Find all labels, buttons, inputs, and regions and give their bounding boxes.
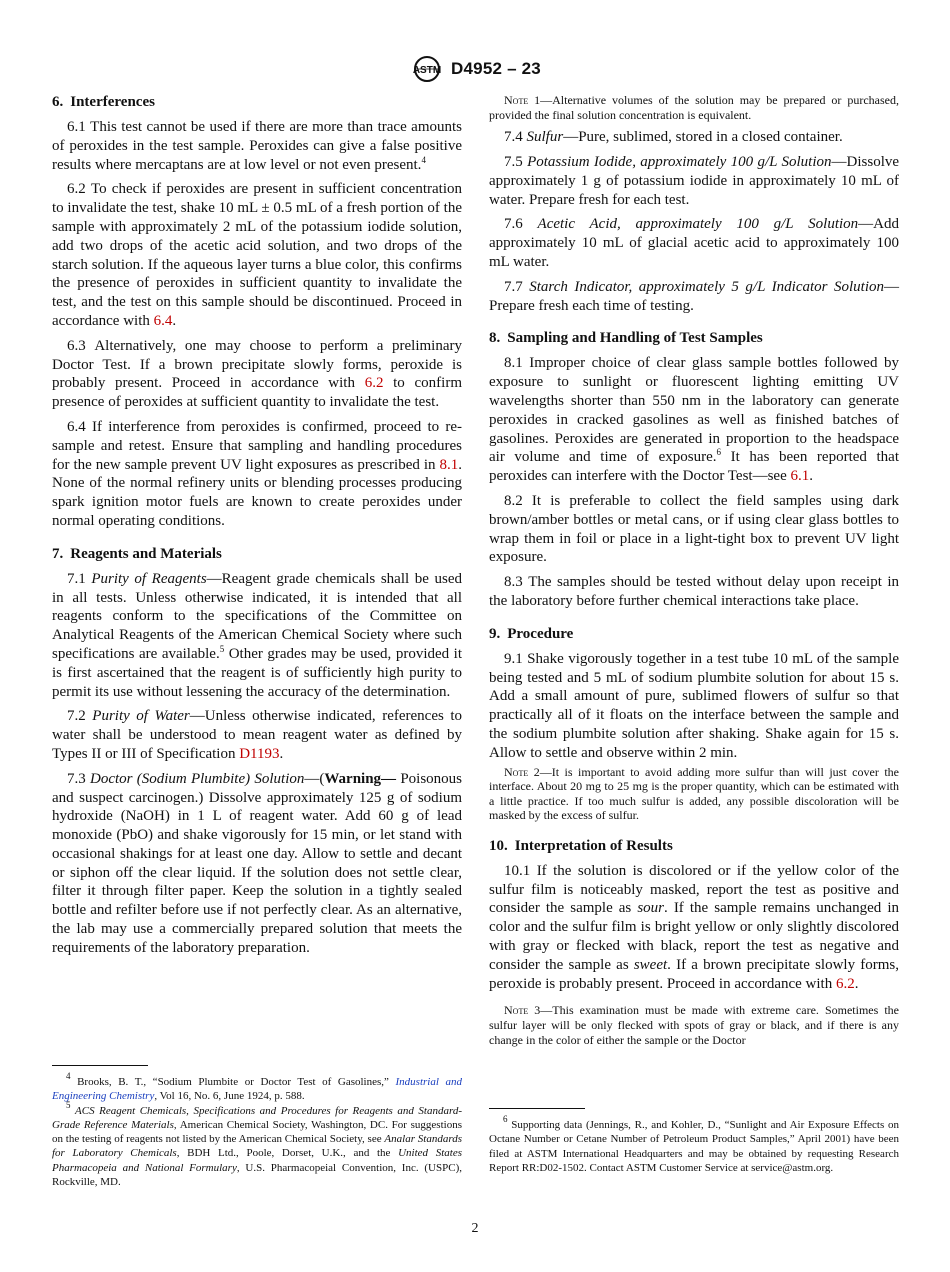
paragraph-7-7: 7.7 Starch Indicator, approximately 5 g/L Indicator Solution—Prepare fresh each time of testing. — [489, 278, 899, 314]
link-6-4[interactable]: 6.4 — [153, 312, 173, 329]
page-number: 2 — [471, 1221, 479, 1236]
paragraph-6-3: 6.3 Alternatively, one may choose to perform a preliminary Doctor Test. If a brown precipitate slowly forms, peroxide is probably present. Proceed in accordance with 6.2 to confirm presence of peroxides at sufficient quantity to invalidate the test. — [52, 337, 462, 411]
page-header — [0, 54, 950, 89]
right-column — [489, 93, 899, 1053]
footnote-ref-5[interactable]: 5 — [219, 643, 225, 654]
svg-text:ASTM: ASTM — [412, 65, 442, 76]
warning-label: Warning— — [324, 770, 397, 787]
paragraph-7-2: 7.2 Purity of Water—Unless otherwise indicated, references to water shall be understood to mean reagent water as defined by Types II or III of Specification D1193. — [52, 708, 462, 762]
link-6-1[interactable]: 6.1 — [790, 468, 810, 485]
section-heading-8: 8. Sampling and Handling of Test Samples — [489, 330, 763, 347]
left-column — [52, 93, 462, 964]
note-1: Note 1—Alternative volumes of the solution may be prepared or purchased, provided the final solution concentration is equivalent. — [489, 93, 899, 122]
section-heading-6: 6. Interferences — [52, 94, 155, 110]
footnote-divider — [52, 1065, 148, 1066]
footnotes-right — [489, 1108, 899, 1175]
paragraph-9-1: 9.1 Shake vigorously together in a test tube 10 mL of the sample being tested and 5 mL of sodium plumbite solution for about 15 s. Add a small amount of pure, sublimed flowers of sulfur so that practically all of it floats on the interface between the sample and the sodium plumbite solution after shaking. Shake again for 15 s. Allow to settle and observe within 2 min. — [489, 650, 900, 761]
footnote-ref-4[interactable]: 4 — [421, 154, 426, 165]
section-heading-7: 7. Reagents and Materials — [52, 545, 222, 562]
astm-logo-icon — [409, 54, 445, 84]
paragraph-6-2: 6.2 To check if peroxides are present in sufficient concentration to invalidate the test, shake 10 mL ± 0.5 mL of a fresh portion of the sample with approximately 2 mL of the potassium iodide solution, add two drops of the acetic acid solution, and two drops of the starch solution. If the aqueous layer turns a blue color, this confirms the presence of peroxides in sufficient quantity to invalidate the test, and the test on this sample should be discontinued. Proceed in accordance with 6.4. — [52, 181, 462, 329]
paragraph-8-1: 8.1 Improper choice of clear glass sample bottles followed by exposure to sunlight or fluorescent lighting emitting UV wavelengths shorter than 550 nm in the laboratory can generate peroxides in cracked gasolines as well as finished batches of gasolines. Peroxides are generated in proportion to the headspace air volume and time of exposure.$^6$ It has been reported that peroxides can interfere with the Doctor Test—see 6.1. — [489, 355, 900, 485]
paragraph-7-1: 7.1 Purity of Reagents—Reagent grade chemicals shall be used in all tests. Unless otherwise indicated, it is intended that all reagents conform to the specifications of the Committee on Analytical Reagents of the American Chemical Society where such specifications are available.$^5$ Other grades may be used, provided it is first ascertained that the reagent is of sufficiently high purity to permit its use without lessening the accuracy of the determination. — [52, 570, 462, 700]
link-8-1[interactable]: 8.1 — [439, 456, 459, 473]
paragraph-8-3: 8.3 The samples should be tested without delay upon receipt in the laboratory before further chemical interactions take place. — [489, 574, 899, 609]
note-2: Note 2—It is important to avoid adding more sulfur than will just cover the interface. About 20 mg to 25 mg is the proper quantity, which can be estimated with a little practice. If too much sulfur is added, any possible discoloration will be masked by the excess of sulfur. — [489, 764, 899, 823]
paragraph-6-4: 6.4 If interference from peroxides is confirmed, proceed to re-sample and retest. Ensure that sampling and handling procedures for the new sample prevent UV light exposures as prescribed in 8.1. None of the normal refinery units or blending processes producing spark ignition motor fuels are known to create peroxides under normal operating conditions. — [52, 418, 462, 529]
link-6-2-b[interactable]: 6.2 — [835, 975, 855, 992]
section-heading-10: 10. Interpretation of Results — [489, 837, 673, 854]
section-heading-9: 9. Procedure — [489, 625, 574, 642]
link-industrial-engineering-chemistry[interactable]: Industrial and Engineering Chemistry — [52, 1076, 462, 1103]
paragraph-7-4: 7.4 Sulfur—Pure, sublimed, stored in a closed container. — [504, 129, 843, 146]
paragraph-7-3: 7.3 Doctor (Sodium Plumbite) Solution—(Warning— Poisonous and suspect carcinogen.) Dissolve approximately 125 g of sodium hydroxide (NaOH) in 1 L of reagent water. Add 60 g of lead monoxide (PbO) and shake vigorously for 15 min, or let stand with occasional shakings for at least one day. Allow to settle and decant or siphon off the clear liquid. If the solution does not settle clear, filter it through filter paper. Keep the solution in a tightly sealed bottle and refilter before use if not perfectly clear. As an alternative, the lab may use a commercially prepared solution that meets the requirements of the laboratory preparation. — [52, 770, 462, 956]
standard-designation: D4952 – 23 — [451, 59, 541, 78]
footnote-5: $^5$ ACS Reagent Chemicals, Specifications and Procedures for Reagents and Standard-Grade Reference Materials, American Chemical Society, Washington, DC. For suggestions on the testing of reagents not listed by the American Chemical Society, see Analar Standards for Laboratory Chemicals, BDH Ltd., Poole, Dorset, U.K., and the United States Pharmacopeia and National Formulary, U.S. Pharmacopeial Convention, Inc. (USPC), Rockville, MD. — [52, 1099, 463, 1189]
note-3: Note 3—This examination must be made with extreme care. Sometimes the sulfur layer will be only flecked with spots of gray or black, and if there is any change in the color of either the sample or the Doctor — [489, 1003, 900, 1047]
paragraph-8-2: 8.2 It is preferable to collect the field samples using dark brown/amber bottles or metal cans, or if using clear glass bottles to wrap them in foil or place in a light-tight box to prevent UV light exposure. — [489, 492, 900, 566]
footnote-ref-6[interactable]: 6 — [716, 447, 722, 458]
paragraph-6-1: 6.1 This test cannot be used if there are more than trace amounts of peroxides in the test sample. Peroxides can give a false positive results where mercaptans are at low level or not even present.$^4$ — [52, 119, 462, 173]
paragraph-7-6: 7.6 Acetic Acid, approximately 100 g/L Solution—Add approximately 10 mL of glacial acetic acid to approximately 100 mL water. — [489, 216, 899, 270]
footnote-4: $^4$ Brooks, B. T., “Sodium Plumbite or Doctor Test of Gasolines,” Industrial and Engineering Chemistry, Vol 16, No. 6, June 1924, p. 588. — [52, 1071, 462, 1103]
link-6-2[interactable]: 6.2 — [364, 375, 384, 392]
paragraph-10-1: 10.1 If the solution is discolored or if the yellow color of the sulfur film is noticeably masked, report the test as positive and consider the sample as sour. If the sample remains unchanged in color and the sulfur film is bright yellow or only slightly discolored with gray or flecked with black, report the test as negative and consider the sample as sweet. If a brown precipitate slowly forms, peroxide is probably present. Proceed in accordance with 6.2. — [489, 862, 900, 992]
footnote-divider — [489, 1108, 585, 1109]
paragraph-7-5: 7.5 Potassium Iodide, approximately 100 g/L Solution—Dissolve approximately 1 g of potassium iodide in approximately 10 mL of water. Prepare fresh for each test. — [489, 153, 900, 208]
link-d1193[interactable]: D1193 — [239, 745, 280, 762]
footnotes-left — [52, 1065, 462, 1189]
footnote-6: $^6$ Supporting data (Jennings, R., and Kohler, D., “Sunlight and Air Exposure Effects on Octane Number or Cetane Number of Petroleum Product Samples,” April 2001) have been filed at ASTM International Headquarters and may be obtained by requesting Research Report RR:D02-1502. Contact ASTM Customer Service at service@astm.org. — [489, 1114, 899, 1174]
